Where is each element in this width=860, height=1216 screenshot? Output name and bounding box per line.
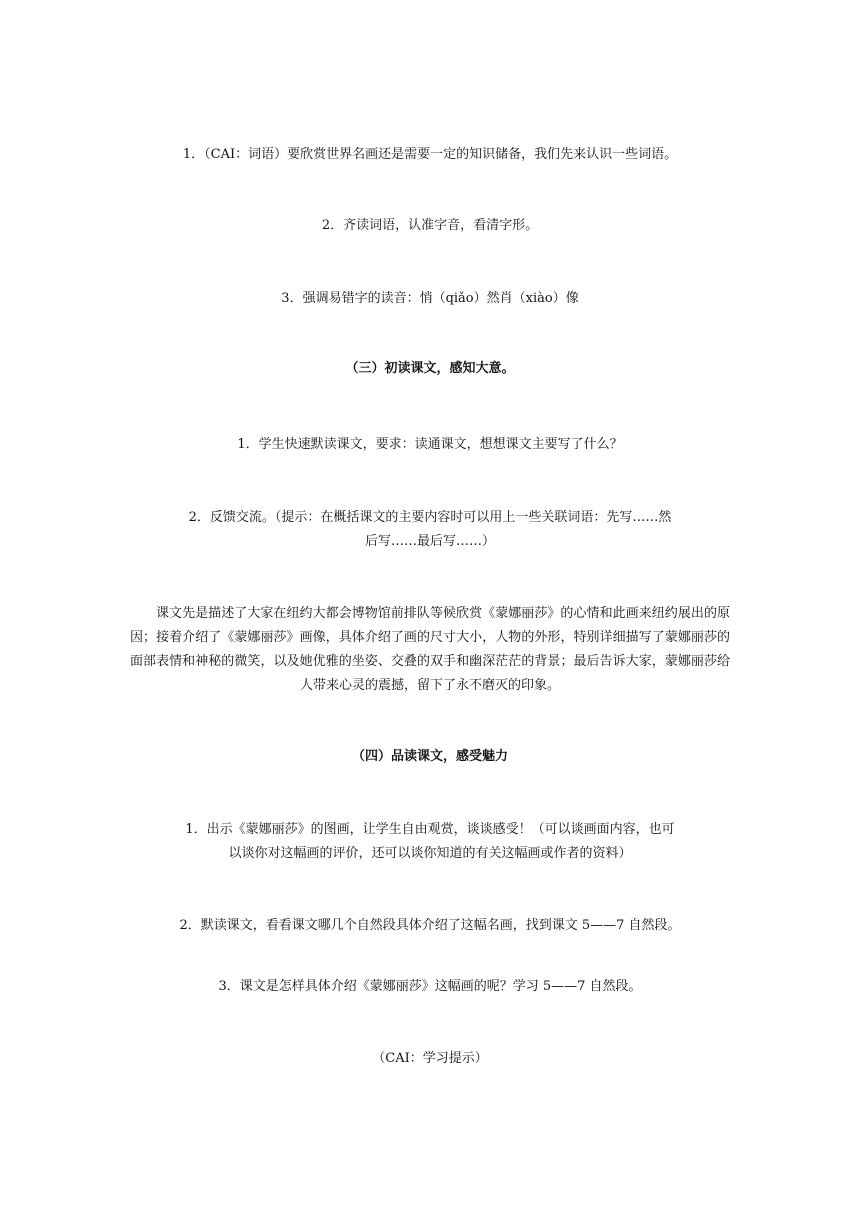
appreciate-step-2: 2．默读课文，看看课文哪几个自然段具体介绍了这幅名画，找到课文 5——7 自然段。 (179, 918, 681, 933)
step-1-words: 1．（CAI：词语）要欣赏世界名画还是需要一定的知识储备，我们先来认识一些词语。 (182, 147, 678, 162)
reading-step-1: 1．学生快速默读课文，要求：读通课文，想想课文主要写了什么？ (237, 437, 623, 452)
cai-hint: （CAI：学习提示） (372, 1051, 488, 1066)
appreciate-step-1-line-1: 1．出示《蒙娜丽莎》的图画，让学生自由观赏，谈谈感受！（可以谈画面内容，也可 (185, 822, 675, 837)
step-3-pronunciation: 3．强调易错字的读音：悄（qiǎo）然肖（xiào）像 (281, 291, 579, 306)
section-heading-3: （三）初读课文，感知大意。 (345, 361, 515, 376)
reading-step-2-line-1: 2．反馈交流。（提示：在概括课文的主要内容时可以用上一些关联词语：先写……然 (188, 510, 672, 525)
reading-step-2-line-2: 后写……最后写……） (364, 534, 495, 549)
section-heading-4: （四）品读课文，感受魅力 (351, 749, 508, 764)
appreciate-step-1-line-2: 以谈你对这幅画的评价，还可以谈你知道的有关这幅画或作者的资料） (228, 846, 632, 861)
summary-paragraph: 课文先是描述了大家在纽约大都会博物馆前排队等候欣赏《蒙娜丽莎》的心情和此画来纽约展出的原因；接着介绍了《蒙娜丽莎》画像，具体介绍了画的尺寸大小，人物的外形，特别详细描写了蒙娜丽莎的面部表情和神秘的微笑，以及她优雅的坐姿、交叠的双手和幽深茫茫的背景；最后告诉大家，蒙娜丽莎给人带来心灵的震撼，留下了永不磨灭的印象。 (130, 606, 730, 693)
appreciate-step-3: 3．课文是怎样具体介绍《蒙娜丽莎》这幅画的呢？学习 5——7 自然段。 (218, 979, 642, 994)
step-2-read-words: 2．齐读词语，认准字音，看清字形。 (321, 218, 539, 233)
